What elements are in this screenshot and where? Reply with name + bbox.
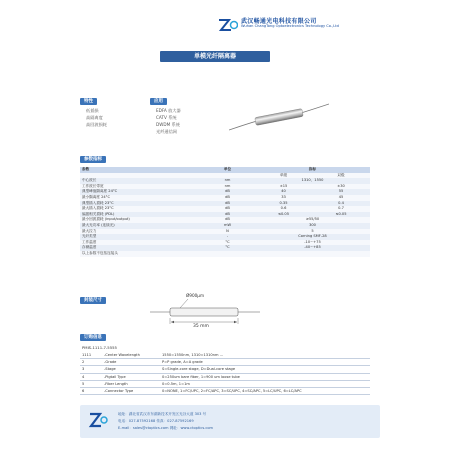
section-dimensions-heading: 封装尺寸 [80,297,106,304]
table-cell: ±30 [312,184,370,190]
table-cell: 1310、1550 [255,178,370,184]
header-cell: 参数 [80,167,200,173]
table-cell: 0=NONE, 1=FC/UPC, 2=FC/APC, 3=SC/UPC, 4=SC/APC, 5=LC/UPC, 6=LC/APC [160,388,370,395]
table-cell: 单级 [255,173,312,179]
table-cell: -Connector Type [102,388,160,395]
dimension-drawing [150,293,260,327]
application-item: CATV 系统 [156,115,177,120]
features-list [86,107,107,128]
table-row [80,373,370,380]
table-note: 以上参数不包括连接头 [80,251,370,257]
table-cell: 33 [255,195,312,201]
table-cell: -Pigtail Type [102,373,160,380]
table-cell: 5 [255,229,370,235]
table-cell: 双级 [312,173,370,179]
table-cell: 2 [80,359,102,366]
section-specs-heading: 参数指标 [80,156,106,163]
table-cell: 0.6 [255,206,312,212]
feature-item: 高隔离度 [86,115,103,120]
company-name-cn: 武汉畅通光电科技有限公司 [241,18,317,25]
company-logo-icon [218,18,238,32]
table-cell: 5 [80,380,102,387]
table-cell: 0.4 [312,201,370,207]
header-cell: 指标 [255,167,370,173]
application-item: DWDM 系统 [156,122,180,127]
table-cell: 4 [80,373,102,380]
table-cell: 45 [312,195,370,201]
applications-list [156,107,181,135]
table-row [80,388,370,395]
ordering-code: PMIS-1111-7-5555 [82,345,117,350]
table-cell: 最大拉力 [80,229,200,235]
table-cell: P=P grade, A=A grade [160,359,370,366]
application-item: EDFA 放大器 [156,108,181,113]
application-item: 光纤通信网 [156,129,177,134]
length-label: 35 mm [193,324,209,329]
table-cell: 55 [312,189,370,195]
table-cell: 0.7 [312,206,370,212]
table-cell: dB [200,206,255,212]
section-features-heading: 特性 [80,98,97,105]
table-cell: 工作温度 [80,240,200,246]
section-ordering-heading: 订购信息 [80,334,106,341]
footer-phone: 电话：027-87592168 传真：027-87592169 [118,419,194,423]
table-row [80,359,370,366]
table-cell: N [200,229,255,235]
table-cell: -10~+75 [255,240,370,246]
table-cell: 1550=1550nm, 1310=1310nm ... [160,352,370,359]
table-cell: 3 [80,366,102,373]
table-cell: -Grade [102,359,160,366]
table-cell: ±15 [255,184,312,190]
table-cell: nm [200,178,255,184]
table-cell: 存储温度 [80,245,200,251]
table-cell: nm [200,184,255,190]
table-cell: 工作波长带宽 [80,184,200,190]
table-cell: 0.35 [255,201,312,207]
table-cell: dB [200,217,255,223]
table-cell: 最大光功率 (连续光) [80,223,200,229]
table-cell: mW [200,223,255,229]
table-cell: dB [200,189,255,195]
table-cell: 中心波长 [80,178,200,184]
table-cell: dB [200,212,255,218]
table-row [80,352,370,359]
table-cell: 0=250um bare fiber, 1=900 um loose tube [160,373,370,380]
table-cell: 40 [255,189,312,195]
feature-item: 高回波损耗 [86,122,107,127]
table-cell: 典型峰值隔离度 24°C [80,189,200,195]
table-cell: ≤0.05 [255,212,312,218]
table-cell: dB [200,201,255,207]
table-cell: ≥55/50 [255,217,370,223]
footer-contact: E-mail：sales@ctoptics.com 网址：www.ctoptics.com [118,426,214,430]
specs-table [80,167,370,257]
table-cell: 光纤类型 [80,234,200,240]
table-row [80,251,370,257]
table-cell: -Center Wavelength [102,352,160,359]
table-cell: 300 [255,223,370,229]
table-row [80,366,370,373]
table-cell: 6 [80,388,102,395]
table-cell: Corning SMF-28 [255,234,370,240]
table-cell: 典型插入损耗 23°C [80,201,200,207]
table-cell: 1111 [80,352,102,359]
table-cell: - [200,234,255,240]
table-cell: 最小隔离度 24°C [80,195,200,201]
table-cell: -Fiber Length [102,380,160,387]
fiber-diameter-label: Ø900μm [186,293,205,298]
table-cell: 最小回波损耗 (input/output) [80,217,200,223]
table-cell: 最大插入损耗 23°C [80,206,200,212]
company-name-en: Wuhan ChangTong Optoelectronics Technology Co.,Ltd [241,24,339,28]
table-cell: ≤0.05 [312,212,370,218]
table-cell: 偏振相关损耗 (PDL) [80,212,200,218]
ordering-table [80,352,370,395]
page-title: 单模光纤隔离器 [160,51,270,62]
table-row [80,380,370,387]
table-cell: °C [200,245,255,251]
table-cell: °C [200,240,255,246]
footer-logo-icon [88,410,108,430]
isolator-device-image [229,100,329,136]
footer-address: 地址：湖北省武汉市东湖新技术开发区光谷大道 303 号 [118,412,207,416]
table-cell: dB [200,195,255,201]
table-cell: S=Single-core stage, D=Dual-core stage [160,366,370,373]
table-cell: -40~+85 [255,245,370,251]
feature-item: 低插损 [86,108,99,113]
header-cell: 单位 [200,167,255,173]
table-cell: 0=0.5m, 1=1m [160,380,370,387]
table-cell: -Stage [102,366,160,373]
section-applications-heading: 应用 [150,98,167,105]
